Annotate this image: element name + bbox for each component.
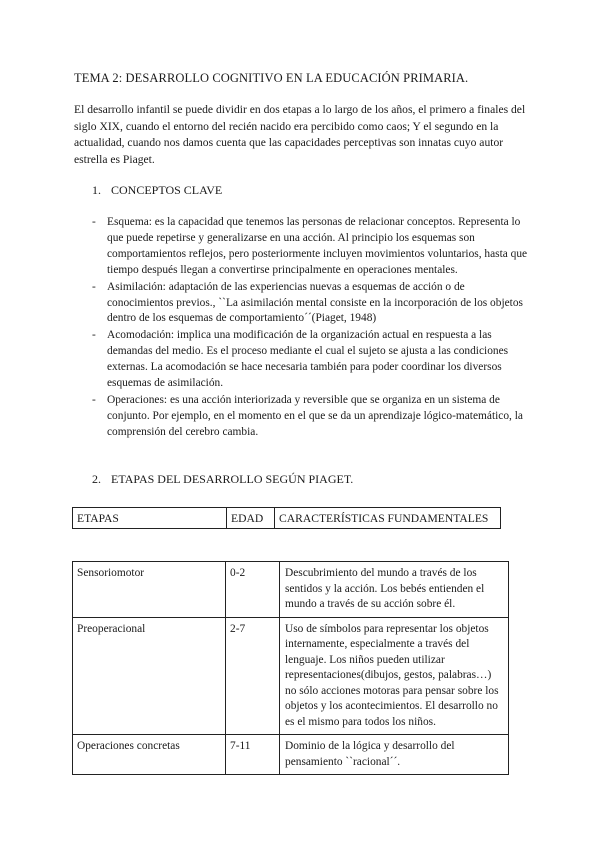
stages-header-table <box>72 507 501 529</box>
section-number: 2. <box>92 472 101 486</box>
concept-text: Acomodación: implica una modificación de la organización actual en respuesta a las demandas del medio. Es el proceso mediante el cual el sujeto se ajusta a las condiciones externas. La acomodación se hace necesaria también para poder coordinar los diversos esquemas de asimilación. <box>107 329 509 390</box>
stage-name-cell: Sensoriomotor <box>73 562 226 618</box>
stage-desc-cell: Dominio de la lógica y desarrollo del pensamiento ``racional´´. <box>280 735 509 775</box>
stage-desc-cell: Descubrimiento del mundo a través de los sentidos y la acción. Los bebés entienden el mundo a través de su acción sobre él. <box>280 562 509 618</box>
table-row <box>73 735 509 775</box>
stage-age-cell: 0-2 <box>226 562 280 618</box>
section-title: ETAPAS DEL DESARROLLO SEGÚN PIAGET. <box>111 472 354 486</box>
list-item <box>92 328 532 392</box>
header-cell-etapas: ETAPAS <box>73 508 227 529</box>
stage-desc-cell: Uso de símbolos para representar los objetos internamente, especialmente a través del lenguaje. Los niños pueden utilizar representaciones(dibujos, gestos, palabras…) no sólo acciones motoras para pensar sobre los objetos y los acontecimientos. El desarrollo no es el mismo para todos los niños. <box>280 617 509 735</box>
section-title: CONCEPTOS CLAVE <box>111 183 223 197</box>
concepts-list <box>92 215 532 442</box>
section-number: 1. <box>92 183 101 197</box>
table-row <box>73 508 501 529</box>
concept-text: Asimilación: adaptación de las experiencias nuevas a esquemas de acción o de conocimientos previos., ``La asimilación mental consiste en la incorporación de los objetos dentro de los esquemas de comportamiento´´(Piaget, 1948) <box>107 280 523 325</box>
list-dash: - <box>92 393 96 406</box>
document-title: TEMA 2: DESARROLLO COGNITIVO EN LA EDUCACIÓN PRIMARIA. <box>74 71 469 85</box>
stages-table <box>72 561 509 775</box>
intro-paragraph: El desarrollo infantil se puede dividir en dos etapas a lo largo de los años, el primero a finales del siglo XIX, cuando el entorno del recién nacido era percibido como caos; Y el segundo en la actualidad, cuando nos damos cuenta que las capacidades perceptivas son innatas cuyo autor estrella es Piaget. <box>74 103 526 166</box>
concept-text: Esquema: es la capacidad que tenemos las personas de relacionar conceptos. Representa lo que puede repetirse y generalizarse en una acción. Al principio los esquemas son comportamientos reflejos, pero posteriormente incluyen movimientos voluntarios, hasta que tiempo después llegan a convertirse principalmente en operaciones mentales. <box>107 216 528 276</box>
list-item <box>92 393 532 441</box>
concept-text: Operaciones: es una acción interiorizada y reversible que se organiza en un sistema de conjunto. Por ejemplo, en el momento en el que se da un aprendizaje lógico-matemático, la comprensión del cerebro cambia. <box>107 393 523 438</box>
stage-age-cell: 7-11 <box>226 735 280 775</box>
list-dash: - <box>92 329 96 342</box>
stage-name-cell: Preoperacional <box>73 617 226 735</box>
list-item <box>92 280 532 328</box>
stage-name-cell: Operaciones concretas <box>73 735 226 775</box>
table-row <box>73 562 509 618</box>
list-dash: - <box>92 216 96 228</box>
header-cell-edad: EDAD <box>227 508 275 529</box>
list-item <box>92 215 532 279</box>
header-cell-caracteristicas: CARACTERÍSTICAS FUNDAMENTALES <box>275 508 501 529</box>
list-dash: - <box>92 280 96 293</box>
table-row <box>73 617 509 735</box>
stage-age-cell: 2-7 <box>226 617 280 735</box>
